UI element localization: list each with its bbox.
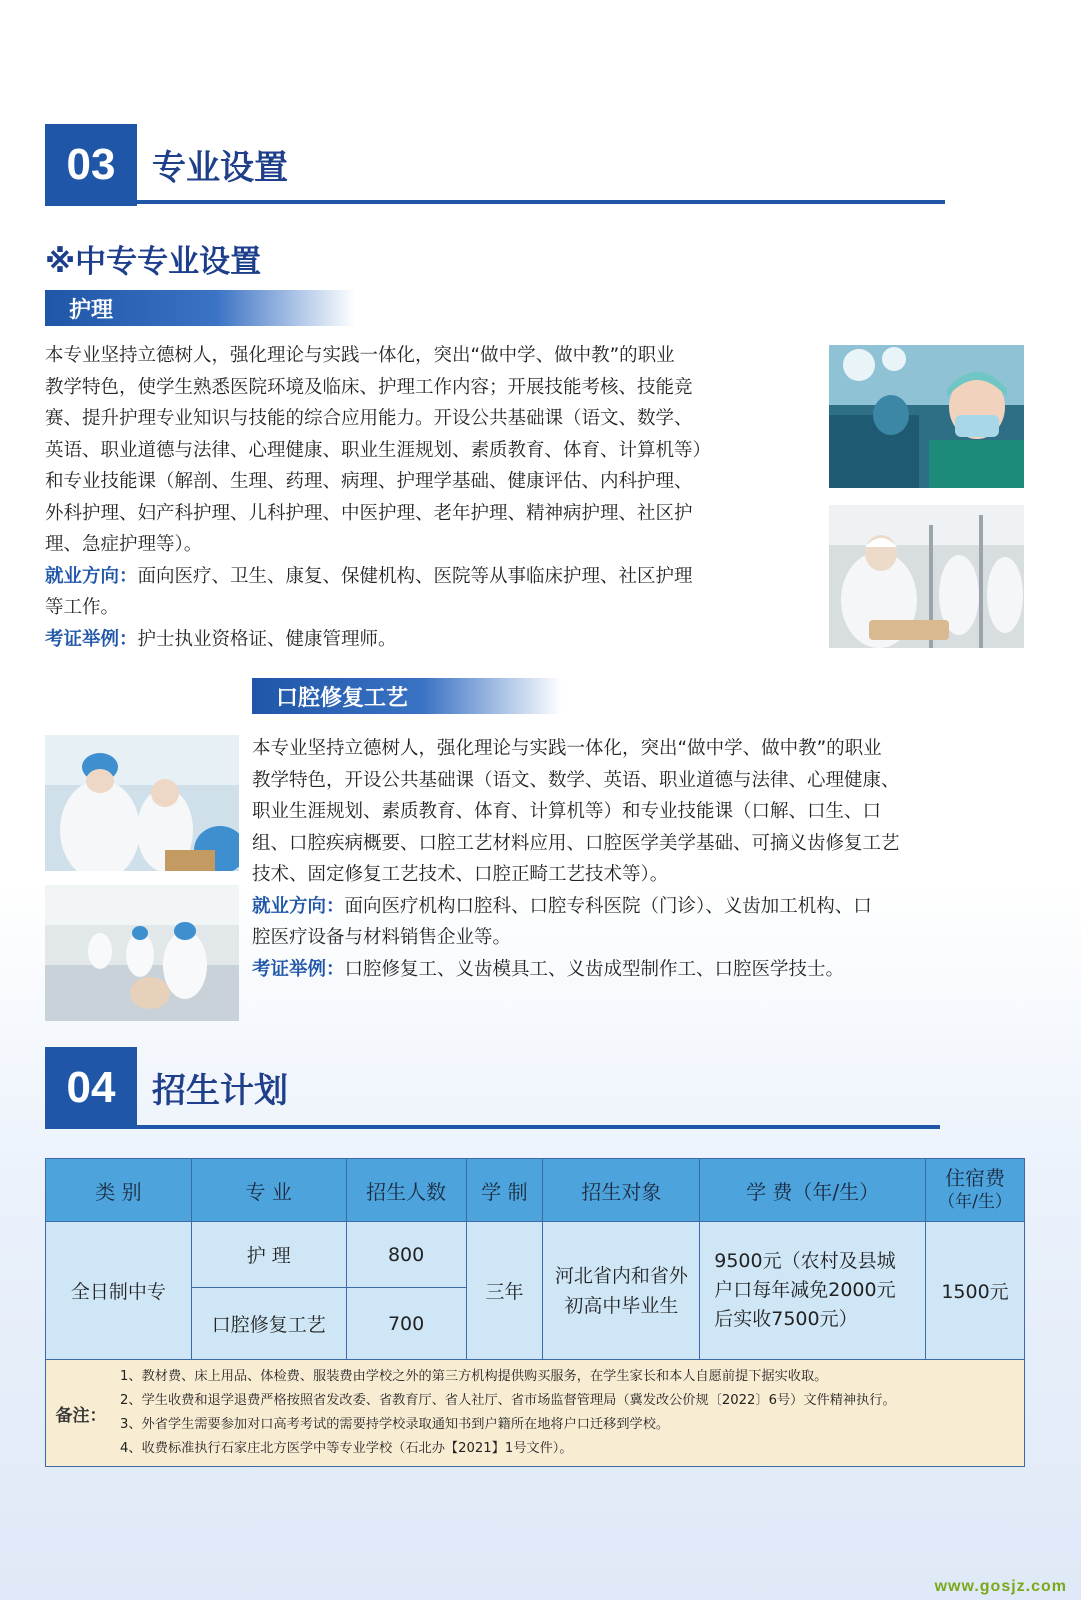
cell-duration: 三年 (466, 1222, 543, 1360)
cell-target (543, 1222, 700, 1360)
subheading-secondary-majors: ※中专专业设置 (45, 244, 262, 280)
section-number-03: 03 (45, 124, 137, 206)
nursing-cert-label: 考证举例： (45, 628, 138, 650)
dental-line: 职业生涯规划、素质教育、体育、计算机等）和专业技能课（口解、口生、口 (252, 801, 882, 822)
table-header-row (46, 1159, 1025, 1222)
nursing-line: 理、急症护理等）。 (45, 534, 203, 555)
cell-major: 口腔修复工艺 (191, 1288, 346, 1360)
enrollment-table (45, 1158, 1025, 1467)
section-divider (45, 200, 945, 204)
nursing-line: 英语、职业道德与法律、心理健康、职业生涯规划、素质教育、体育、计算机等） (45, 439, 712, 461)
nursing-photo-surgery (829, 345, 1024, 488)
header-major: 专 业 (191, 1159, 346, 1222)
major-title-nursing: 护理 (45, 290, 355, 326)
note-item: 4、收费标准执行石家庄北方医学中等专业学校（石北办【2021】1号文件）。 (120, 1441, 573, 1456)
cell-dorm: 1500元 (926, 1222, 1025, 1360)
dental-description (252, 733, 1032, 985)
cell-fee (700, 1222, 926, 1360)
cell-fee-line2: 户口每年减免2000元 (714, 1279, 896, 1301)
nursing-line: 本专业坚持立德树人，强化理论与实践一体化，突出“做中学、做中教”的职业 (45, 345, 675, 366)
nursing-employment-label: 就业方向： (45, 565, 138, 587)
notes-cell (46, 1360, 1025, 1467)
section-title-major-setup: 专业设置 (152, 148, 288, 188)
nursing-cert-text: 护士执业资格证、健康管理师。 (137, 628, 397, 650)
nursing-employment-text-cont: 等工作。 (45, 597, 120, 618)
cell-target-line1: 河北省内和省外 (554, 1264, 688, 1287)
dental-employment-label: 就业方向： (252, 895, 345, 917)
dental-cert-label: 考证举例： (252, 958, 345, 980)
cell-fee-line1: 9500元（农村及县城 (714, 1250, 896, 1272)
header-dorm-line2: （年/生） (938, 1192, 1012, 1212)
header-duration: 学 制 (466, 1159, 543, 1222)
dental-line: 本专业坚持立德树人，强化理论与实践一体化，突出“做中学、做中教”的职业 (252, 738, 882, 759)
dental-line: 教学特色，开设公共基础课（语文、数学、英语、职业道德与法律、心理健康、 (252, 769, 900, 791)
dental-photo-lab (45, 735, 239, 871)
notes-label: 备注： (55, 1405, 107, 1426)
dental-line: 技术、固定修复工艺技术、口腔正畸工艺技术等）。 (252, 864, 669, 885)
dental-cert-text: 口腔修复工、义齿模具工、义齿成型制作工、口腔医学技士。 (344, 958, 845, 980)
section-divider (45, 1125, 940, 1129)
note-item: 2、学生收费和退学退费严格按照省发改委、省教育厅、省人社厅、省市场监督管理局（冀发改公价规〔2022〕6号）文件精神执行。 (120, 1393, 896, 1408)
note-item: 3、外省学生需要参加对口高考考试的需要持学校录取通知书到户籍所在地将户口迁移到学校。 (120, 1417, 670, 1432)
cell-target-line2: 初高中毕业生 (564, 1294, 679, 1317)
header-target: 招生对象 (543, 1159, 700, 1222)
nursing-description (45, 340, 815, 655)
cell-major: 护 理 (191, 1222, 346, 1288)
major-title-dental: 口腔修复工艺 (252, 678, 562, 714)
cell-category: 全日制中专 (46, 1222, 192, 1360)
section-title-enrollment-plan: 招生计划 (152, 1071, 288, 1111)
nursing-line: 外科护理、妇产科护理、儿科护理、中医护理、老年护理、精神病护理、社区护 (45, 502, 693, 524)
cell-fee-line3: 后实收7500元） (714, 1308, 858, 1330)
table-row (46, 1222, 1025, 1288)
nursing-line: 和专业技能课（解剖、生理、药理、病理、护理学基础、健康评估、内科护理、 (45, 471, 693, 492)
header-count: 招生人数 (346, 1159, 466, 1222)
header-fee: 学 费（年/生） (700, 1159, 926, 1222)
dental-photo-classroom (45, 885, 239, 1021)
dental-employment-text: 面向医疗机构口腔科、口腔专科医院（门诊）、义齿加工机构、口 (344, 895, 872, 917)
notes-list (116, 1365, 896, 1461)
dental-employment-text-cont: 腔医疗设备与材料销售企业等。 (252, 927, 512, 948)
nursing-line: 教学特色，使学生熟悉医院环境及临床、护理工作内容；开展技能考核、技能竞 (45, 376, 693, 398)
header-dorm (926, 1159, 1025, 1222)
dental-line: 组、口腔疾病概要、口腔工艺材料应用、口腔医学美学基础、可摘义齿修复工艺 (252, 832, 900, 854)
section-number-04: 04 (45, 1047, 137, 1129)
header-dorm-line1: 住宿费 (945, 1166, 1005, 1190)
cell-count: 800 (346, 1222, 466, 1288)
nursing-line: 赛、提升护理专业知识与技能的综合应用能力。开设公共基础课（语文、数学、 (45, 408, 693, 429)
header-category: 类 别 (46, 1159, 192, 1222)
site-watermark: www.gosjz.com (934, 1578, 1067, 1595)
table-notes-row (46, 1360, 1025, 1467)
note-item: 1、教材费、床上用品、体检费、服装费由学校之外的第三方机构提供购买服务，在学生家长和本人自愿前提下据实收取。 (120, 1369, 828, 1384)
cell-count: 700 (346, 1288, 466, 1360)
nursing-photo-training (829, 505, 1024, 648)
nursing-employment-text: 面向医疗、卫生、康复、保健机构、医院等从事临床护理、社区护理 (137, 565, 693, 587)
